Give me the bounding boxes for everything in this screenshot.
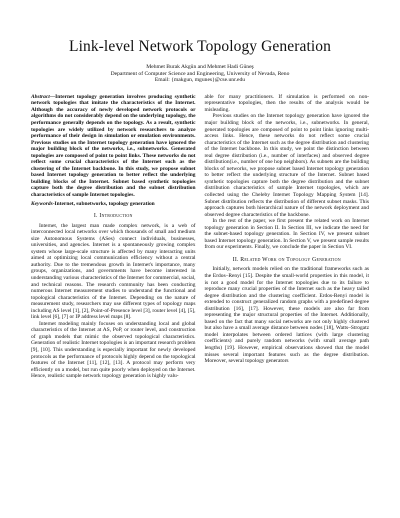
author-email: Email: {makgun, mgunes}@cse.unr.edu [154,77,246,84]
intro-paragraph-continued: able for many practitioners. If simulation is performed on non-representative topologies, then the results of the analysis would be misleading. [204,93,369,113]
abstract-text: —Internet topology generation involves producing synthetic network topologies that imitate the characteristics of the Internet. Although the accuracy of newly developed network protocols or algorithms do not considerably depend on the underlying topology, the performance generally depends on the topology. As a result, synthetic topologies are widely utilized by network researchers to analyze performance of their design in simulation or emulation environments. Previous studies on the Internet topology generation have ignored the major building block of the networks, i.e., subnetworks. Generated topologies are composed of point to point links. These networks do not reflect some crucial characteristics of the Internet such as the clustering of the Internet backbone. In this study, we propose subnet based Internet topology generation to better reflect the underlying building blocks of the Internet. Subnet based synthetic topologies capture both the degree distribution and the subnet distribution characteristics of sample Internet topologies. [31,93,196,198]
author-names: Mehmet Burak Akgün and Mehmet Hadi Güneş [146,64,254,70]
author-block [31,64,369,84]
author-affiliation: Department of Computer Science and Engineering, University of Nevada, Reno [110,70,290,77]
keywords-lead: Keywords [31,200,53,207]
intro-paragraph-1: Internet, the largest man made complex network, is a web of interconnected local networks over which thousands of small and medium size Autonomous Systems (ASes) connect individuals, businesses, universities, and agencies. Internet is a spontaneously growing complex system whose large-scale structure is affected by many interacting units aimed at optimizing local communication efficiency without a central authority. Due to the tremendous growth in Internet's importance, many groups, organizations, and governments have become interested in understanding various characteristics of the Internet for commercial, social, and technical reasons. The research community has been conducting numerous Internet measurement studies to understand the functional and topological characteristics of the Internet. Depending on the nature of measurement study, researchers may use different types of topology maps including AS level [1], [2], Point-of-Presence level [3], router level [4], [5], link level [6], [7] or IP address level maps [8]. [31,222,196,321]
section-heading-introduction: I. Introduction [93,213,133,220]
intro-paragraph-2: Internet modeling mainly focuses on understanding local and global characteristics of the Internet at AS, PoP, or router level, and construction of graph models that mimic the observed topological characteristics. Generation of realistic Internet topologies is an important research problem [9], [10]. This understanding is especially important for newly developed protocols as the performance of protocols highly depend on the topological features of the Internet [11], [12], [13]. A protocol may perform very efficiently on a model, but run quite poorly when deployed on the Internet. Hence, realistic sample network topology generation is highly valu- [31,320,196,380]
abstract-lead: Abstract [31,93,50,100]
keywords [31,201,196,208]
intro-paragraph-4: In the rest of the paper, we first present the related work on Internet topology generation in Section II. In Section III, we indicate the need for the subnet-based topology generation. In Section IV, we present subnet based Internet topology generation. In Section V, we present sample results from our experiments. Finally, we conclude the paper in Section VI. [204,218,369,251]
right-column [205,94,370,380]
related-work-paragraph-1: Initially, network models relied on the traditional frameworks such as the Erdos–Renyi [15]. Despite the small-world properties in this model, it is not a good model for the Internet topologies due to its failure to reproduce many crucial properties of the Internet such as the heavy tailed degree distribution and the clustering coefficient. Erdos-Renyi model is extended to construct generalized random graphs with a predefined degree distribution [16], [17]. However, these models are also far from representing the major structural properties of the Internet. Additionally, based on the fact that many social networks are not only highly clustered but also have a small average distance between nodes [18], Watts–Strogatz model interpolates between ordered lattices (with large clustering coefficients) and purely random networks (with small average path lengths) [19]. However, empirical observations showed that the model misses several important features such as the degree distribution. Moreover, several topology generators [204,266,369,365]
intro-paragraph-3: Previous studies on the Internet topology generation have ignored the major building block of the networks, i.e., subnetworks. In general, generated topologies are composed of point to point links ignoring multi-access links. Hence, these networks do not reflect some crucial characteristics of the Internet such as the degree distribution and clustering of the Internet backbone. In this study, we point the distinction between real degree distribution (i.e., number of interfaces) and observed degree distribution(i.e., number of one hop neighbors). As subnets are the building blocks of networks, we propose subnet based Internet topology generation to better reflect the underlying structure of the Internet. Subnet based synthetic topologies capture both the degree distribution and the subnet distribution characteristics of sample Internet topologies, which are collected using the Cheleby Internet Topology Mapping System [14]. Subnet distribution reflects the distribution of different subnet masks. This approach captures both hierarchical nature of the network deployment and observed degree characteristics of the backbone. [204,113,369,218]
keywords-text: -Internet, subnetworks, topology generation [52,200,155,207]
paper-title: Link-level Network Topology Generation [69,38,331,55]
section-heading-related-work: II. Related Work on Topology Generation [232,256,341,263]
two-column-body [31,94,369,380]
left-column [31,94,196,380]
abstract [31,94,196,199]
